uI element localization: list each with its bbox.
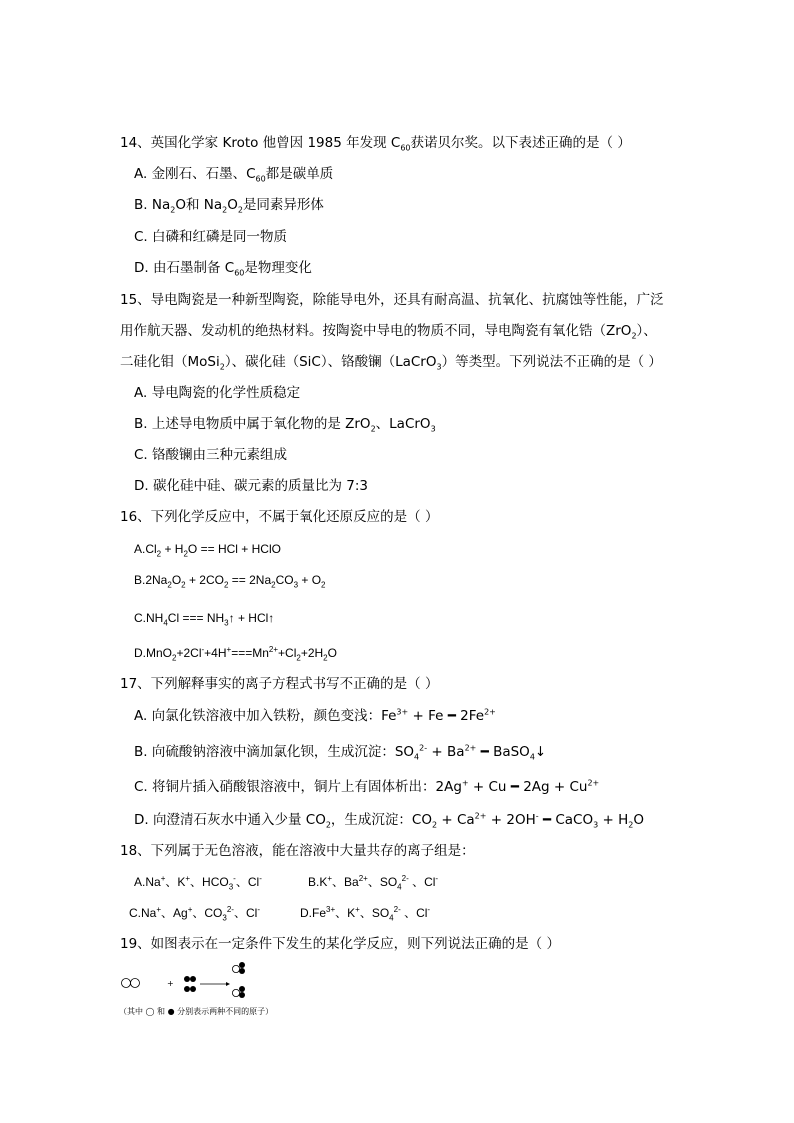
- reactant-white-molecule: [122, 979, 140, 988]
- question-17-option-d: D. 向澄清石灰水中通入少量 $CO_2$，生成沉淀：$CO_2 + Ca^{2+} + 2OH^-$ ━ CaCO$_3$ + $H_2O$: [134, 811, 644, 830]
- product-molecules: [232, 962, 245, 998]
- question-14-option-b: B. $Na_2O$和 $Na_2O_2$是同素异形体: [134, 197, 324, 215]
- question-15-stem-line-3: 二硅化钼（MoSi$_2$）、碳化硅（SiC）、铬酸镧（LaCrO$_3$）等类型。下列说法不正确的是（ ）: [120, 354, 662, 372]
- question-17-option-b: B. 向硫酸钠溶液中滴加氯化钡，生成沉淀：$SO_4^{2-} + Ba^{2+}$ ━ BaSO$_4$↓: [134, 743, 547, 762]
- question-18-option-d: $D.Fe^{3+}$、K+、$SO_4^{2-}$ 、Cl-: [300, 905, 431, 923]
- question-17-option-c: C. 将铜片插入硝酸银溶液中，铜片上有固体析出：2Ag+ + Cu ━ $2Ag + Cu^{2+}$: [134, 778, 600, 795]
- question-18-option-c: C.Na+、Ag+、$CO_3^{2-}$、Cl-: [129, 905, 260, 923]
- plus-sign: +: [167, 979, 174, 988]
- question-15-option-d: D. 碳化硅中硅、碳元素的质量比为 7:3: [134, 478, 368, 494]
- question-17-stem: 17、下列解释事实的离子方程式书写不正确的是（ ）: [120, 676, 439, 692]
- question-18-option-a: A.Na+、K+、$HCO_3^-$、Cl-: [134, 874, 262, 892]
- question-15-option-b: B. 上述导电物质中属于氧化物的是 ZrO$_2$、LaCrO$_3$: [134, 416, 436, 434]
- question-15-option-a: A. 导电陶瓷的化学性质稳定: [134, 385, 301, 401]
- question-16-option-c: $C.NH_4Cl$ === $NH_3↑$ + HCl↑: [134, 611, 275, 628]
- question-16-option-d: $D.MnO_2+2Cl^-+4H^+===Mn^{2+}+Cl_2+2H_2O$: [134, 645, 337, 663]
- question-15-stem-line-1: 15、导电陶瓷是一种新型陶瓷，除能导电外，还具有耐高温、抗氧化、抗腐蚀等性能，广泛: [120, 292, 664, 308]
- question-17-option-a: A. 向氯化铁溶液中加入铁粉，颜色变浅：$Fe^{3+} + Fe$ ━ $2Fe^{2+}$: [134, 707, 496, 724]
- question-18-stem: 18、下列属于无色溶液，能在溶液中大量共存的离子组是：: [120, 843, 475, 859]
- question-14-option-d: D. 由石墨制备 $C_{60}$是物理变化: [134, 260, 312, 278]
- question-19-stem: 19、如图表示在一定条件下发生的某化学反应，则下列说法正确的是（ ）: [120, 936, 560, 952]
- reaction-arrow: [200, 982, 230, 986]
- question-14-stem: 14、英国化学家 Kroto 他曾因 1985 年发现 $C_{60}$获诺贝尔奖。以下表述正确的是（ ）: [120, 135, 631, 153]
- reactant-black-molecules: [184, 976, 196, 992]
- question-14-option-a: A. 金刚石、石墨、$C_{60}$都是碳单质: [134, 166, 334, 184]
- question-18-option-b: B.K+、$Ba^{2+}$、$SO_4^{2-}$ 、Cl-: [308, 874, 439, 892]
- question-15-stem-line-2: 用作航天器、发动机的绝热材料。按陶瓷中导电的物质不同，导电陶瓷有氧化锆（ZrO$_2$）、: [120, 323, 657, 341]
- question-16-option-a: $A.Cl_2 + H_2O$ == HCl + HClO: [134, 542, 281, 559]
- question-16-stem: 16、下列化学反应中，不属于氧化还原反应的是（ ）: [120, 509, 439, 525]
- question-15-option-c: C. 铬酸镧由三种元素组成: [134, 447, 288, 463]
- question-16-option-b: $B.2Na_2O_2 + 2CO_2 == 2Na_2CO_3 + O_2$: [134, 573, 326, 590]
- question-14-option-c: C. 白磷和红磷是同一物质: [134, 229, 288, 245]
- diagram-caption: （其中 ◯ 和 ● 分别表示两种不同的原子）: [119, 1007, 274, 1016]
